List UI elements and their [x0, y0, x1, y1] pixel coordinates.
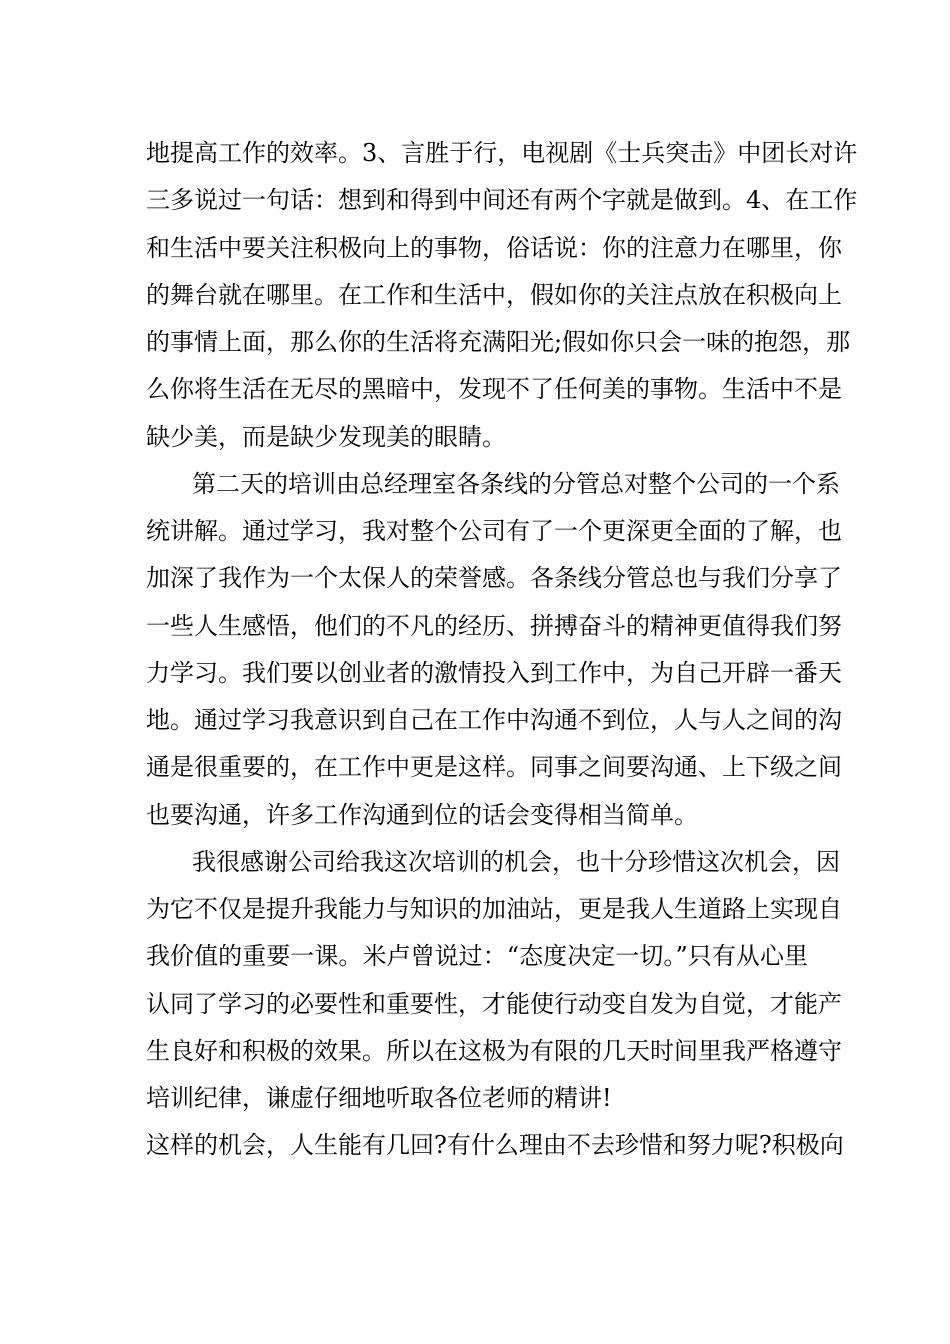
- text-line: 和生活中要关注积极向上的事物，俗话说：你的注意力在哪里，你: [146, 233, 842, 262]
- text-line: 为它不仅是提升我能力与知识的加油站，更是我人生道路上实现自: [146, 895, 842, 923]
- text-line: 三多说过一句话：想到和得到中间还有两个字就是做到。4、在工作: [146, 186, 858, 215]
- text-line: 缺少美，而是缺少发现美的眼睛。: [146, 422, 506, 451]
- text-line: 培训纪律，谦虚仔细地听取各位老师的精讲!: [146, 1084, 612, 1112]
- text-line: 认同了学习的必要性和重要性，才能使行动变自发为自觉，才能产: [146, 989, 842, 1018]
- text-line: 力学习。我们要以创业者的激情投入到工作中，为自己开辟一番天: [146, 658, 842, 687]
- text-line: 的事情上面，那么你的生活将充满阳光;假如你只会一味的抱怨，那: [146, 328, 851, 356]
- text-line: 加深了我作为一个太保人的荣誉感。各条线分管总也与我们分享了: [146, 564, 842, 593]
- text-line: 统讲解。通过学习，我对整个公司有了一个更深更全面的了解，也: [146, 517, 842, 545]
- text-line: 通是很重要的，在工作中更是这样。同事之间要沟通、上下级之间: [146, 753, 842, 782]
- text-line: 这样的机会，人生能有几回?有什么理由不去珍惜和努力呢?积极向: [146, 1131, 844, 1160]
- document-body-text: [146, 130, 858, 1170]
- text-line: 地提高工作的效率。3、言胜于行，电视剧《士兵突击》中团长对许: [146, 139, 858, 167]
- text-line: 我价值的重要一课。米卢曾说过：“态度决定一切。”只有从心里: [146, 942, 808, 971]
- text-line: 第二天的培训由总经理室各条线的分管总对整个公司的一个系: [192, 469, 840, 498]
- text-line: 么你将生活在无尽的黑暗中，发现不了任何美的事物。生活中不是: [146, 375, 842, 404]
- text-line: 的舞台就在哪里。在工作和生活中，假如你的关注点放在积极向上: [146, 280, 842, 309]
- text-line: 生良好和积极的效果。所以在这极为有限的几天时间里我严格遵守: [146, 1036, 842, 1065]
- text-line: 地。通过学习我意识到自己在工作中沟通不到位，人与人之间的沟: [146, 706, 842, 734]
- text-line: 一些人生感悟，他们的不凡的经历、拼搏奋斗的精神更值得我们努: [146, 611, 842, 640]
- text-line: 我很感谢公司给我这次培训的机会，也十分珍惜这次机会，因: [192, 847, 840, 876]
- text-line: 也要沟通，许多工作沟通到位的话会变得相当简单。: [146, 800, 698, 829]
